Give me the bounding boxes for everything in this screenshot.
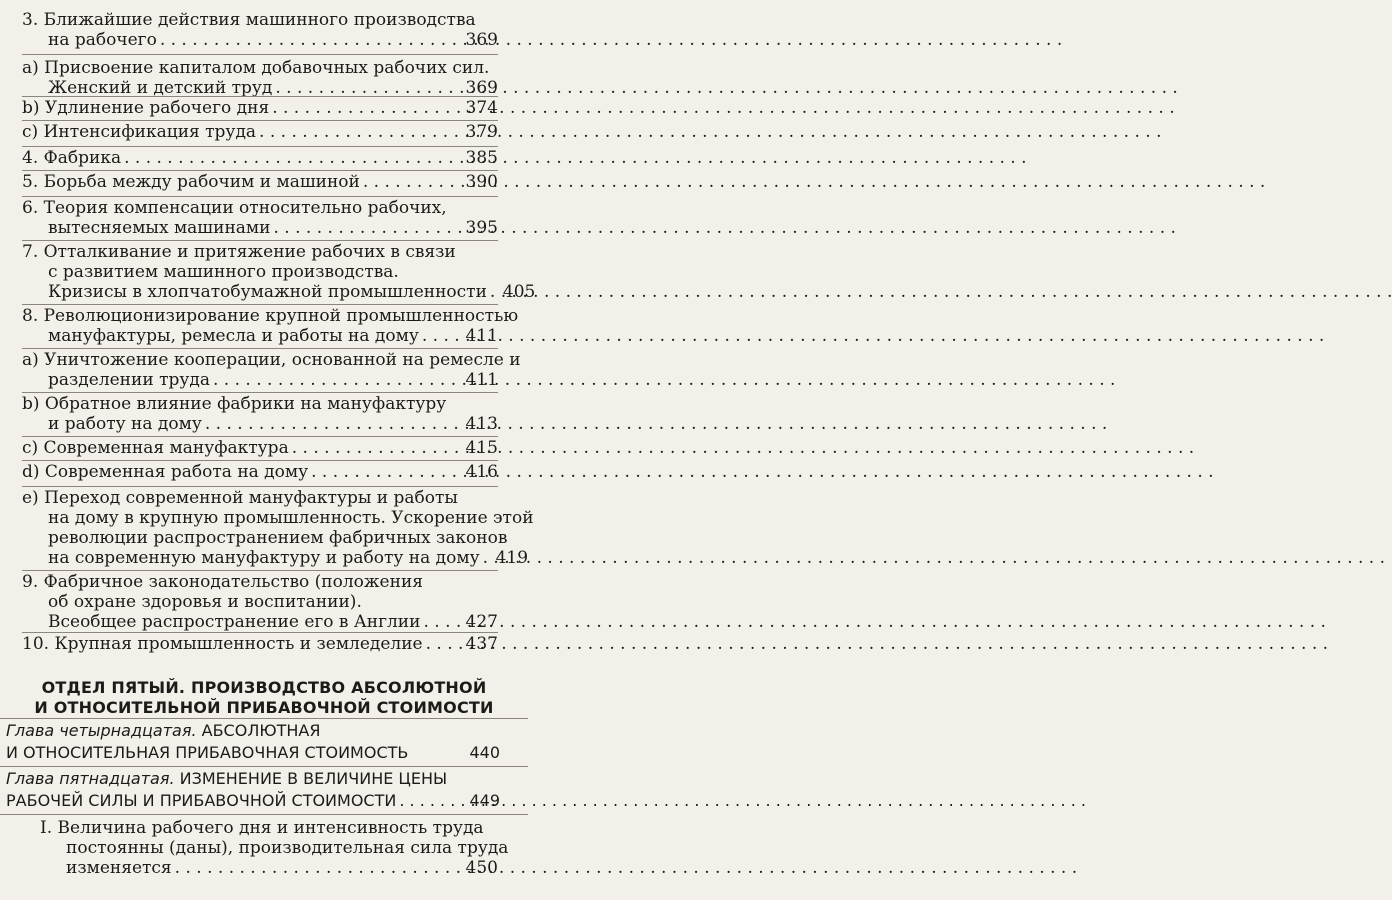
section-title [0, 678, 528, 718]
entry-text: и работу на дому [48, 414, 202, 434]
divider [22, 570, 498, 571]
entry-text: революции распространением фабричных законов [48, 528, 508, 548]
divider [22, 632, 498, 633]
chapter-title: ИЗМЕНЕНИЕ В ВЕЛИЧИНЕ ЦЕНЫ [179, 769, 448, 788]
entry-text: мануфактуры, ремесла и работы на дому [48, 326, 419, 346]
toc-entry [22, 98, 498, 118]
page-number: 450 [465, 858, 498, 878]
leader-dots [175, 858, 463, 878]
leader-dots [160, 30, 463, 50]
entry-text: a) Уничтожение кооперации, основанной на ремесле и [22, 350, 521, 370]
divider [0, 814, 528, 815]
toc-entry [22, 58, 498, 98]
page-number: 416 [465, 462, 498, 482]
chapter-title: И ОТНОСИТЕЛЬНАЯ ПРИБАВОЧНАЯ СТОИМОСТЬ [6, 743, 409, 762]
page-number: 419 [495, 548, 529, 568]
leader-dots [363, 172, 463, 192]
toc-entry [22, 438, 498, 458]
leader-dots [426, 634, 463, 654]
leader-dots [483, 548, 493, 568]
entry-text: разделении труда [48, 370, 210, 390]
toc-entry [22, 350, 521, 390]
leader-dots [490, 282, 500, 302]
leader-dots [399, 790, 465, 812]
page-number: 440 [469, 743, 500, 762]
section-title-line: ОТДЕЛ ПЯТЫЙ. ПРОИЗВОДСТВО АБСОЛЮТНОЙ [41, 678, 487, 697]
page-number: 437 [465, 634, 498, 654]
entry-text: 10. Крупная промышленность и земледелие [22, 634, 423, 654]
entry-text: об охране здоровья и воспитании). [48, 592, 362, 612]
entry-text: с развитием машинного производства. [48, 262, 399, 282]
divider [22, 436, 498, 437]
section-title-line: И ОТНОСИТЕЛЬНОЙ ПРИБАВОЧНОЙ СТОИМОСТИ [34, 698, 494, 717]
leader-dots [311, 462, 462, 482]
entry-text: постоянны (даны), производительная сила труда [66, 838, 509, 858]
page-number: 411 [465, 326, 498, 346]
page-number: 379 [465, 122, 498, 142]
toc-entry [40, 818, 509, 878]
page-number: 395 [465, 218, 498, 238]
entry-text: 4. Фабрика [22, 148, 122, 168]
toc-entry [22, 394, 498, 434]
entry-text: 8. Революционизирование крупной промышленностью [22, 306, 519, 326]
divider [22, 146, 498, 147]
leader-dots [213, 370, 463, 390]
entry-text: I. Величина рабочего дня и интенсивность труда [40, 818, 484, 838]
divider [22, 54, 498, 55]
toc-entry [22, 172, 498, 192]
entry-text: вытесняемых машинами [48, 218, 271, 238]
entry-text: b) Обратное влияние фабрики на мануфактуру [22, 394, 447, 414]
divider [22, 304, 498, 305]
entry-text: 5. Борьба между рабочим и машиной [22, 172, 360, 192]
divider [22, 96, 498, 97]
entry-text: 3. Ближайшие действия машинного производства [22, 10, 476, 30]
entry-text: на современную мануфактуру и работу на дому [48, 548, 480, 568]
divider [0, 718, 528, 719]
chapter-label: Глава четырнадцатая. [6, 721, 197, 740]
entry-text: a) Присвоение капиталом добавочных рабочих сил. [22, 58, 490, 78]
chapter-entry [6, 720, 500, 764]
page-number: 374 [465, 98, 498, 118]
divider [22, 460, 498, 461]
divider [22, 170, 498, 171]
chapter-title: АБСОЛЮТНАЯ [201, 721, 321, 740]
leader-dots [259, 122, 463, 142]
entry-text: на рабочего [48, 30, 157, 50]
toc-page [0, 0, 536, 900]
page-number: 405 [502, 282, 536, 302]
entry-text: c) Интенсификация труда [22, 122, 257, 142]
divider [22, 240, 498, 241]
chapter-entry [6, 768, 500, 812]
page-number: 415 [465, 438, 498, 458]
leader-dots [292, 438, 463, 458]
entry-text: c) Современная мануфактура [22, 438, 289, 458]
divider [0, 766, 528, 767]
toc-entry [22, 198, 498, 238]
toc-entry [22, 634, 498, 654]
page-number: 385 [465, 148, 498, 168]
toc-entry [22, 306, 519, 346]
entry-text: d) Современная работа на дому [22, 462, 309, 482]
page-number: 413 [465, 414, 498, 434]
page-number: 390 [465, 172, 498, 192]
toc-entry [22, 10, 498, 50]
entry-text: e) Переход современной мануфактуры и работы [22, 488, 458, 508]
leader-dots [205, 414, 463, 434]
entry-text: 6. Теория компенсации относительно рабочих, [22, 198, 447, 218]
entry-text: 9. Фабричное законодательство (положения [22, 572, 423, 592]
entry-text: Всеобщее распространение его в Англии [48, 612, 421, 632]
leader-dots [422, 326, 463, 346]
toc-entry [22, 148, 498, 168]
divider [22, 392, 498, 393]
leader-dots [423, 612, 462, 632]
entry-text: b) Удлинение рабочего дня [22, 98, 270, 118]
divider [22, 196, 498, 197]
page-number: 449 [469, 791, 500, 810]
leader-dots [273, 218, 462, 238]
divider [22, 120, 498, 121]
toc-entry [22, 572, 498, 632]
entry-text: Женский и детский труд [48, 78, 273, 98]
entry-text: 7. Отталкивание и притяжение рабочих в связи [22, 242, 456, 262]
leader-dots [272, 98, 462, 118]
page-number: 369 [465, 30, 498, 50]
page-number: 369 [465, 78, 498, 98]
chapter-label: Глава пятнадцатая. [6, 769, 175, 788]
chapter-title: РАБОЧЕЙ СИЛЫ И ПРИБАВОЧНОЙ СТОИМОСТИ [6, 791, 397, 810]
entry-text: Кризисы в хлопчатобумажной промышленности [48, 282, 487, 302]
leader-dots [275, 78, 462, 98]
page-number: 411 [465, 370, 498, 390]
page-number: 427 [465, 612, 498, 632]
entry-text: на дому в крупную промышленность. Ускорение этой [48, 508, 534, 528]
divider [22, 486, 498, 487]
toc-entry [22, 242, 536, 302]
entry-text: изменяется [66, 858, 172, 878]
leader-dots [124, 148, 462, 168]
toc-entry [22, 488, 534, 568]
toc-entry [22, 462, 498, 482]
divider [22, 348, 498, 349]
toc-entry [22, 122, 498, 142]
